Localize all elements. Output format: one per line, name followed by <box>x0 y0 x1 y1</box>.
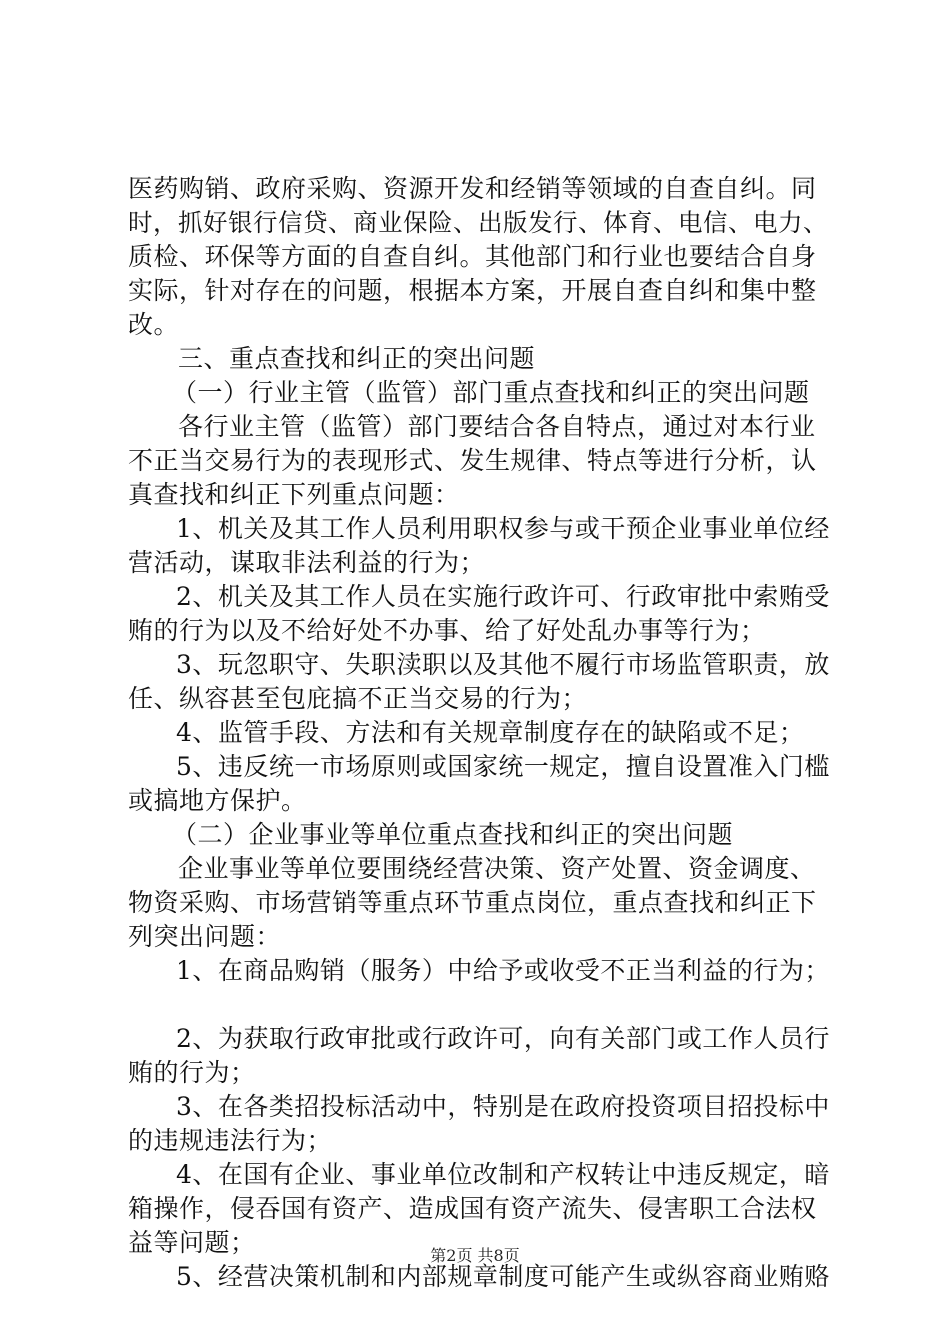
list-item-line: 3、在各类招投标活动中，特别是在政府投资项目招投标中 <box>176 1092 830 1121</box>
text-line: 不正当交易行为的表现形式、发生规律、特点等进行分析，认 <box>128 446 817 475</box>
subsection-heading: （一）行业主管（监管）部门重点查找和纠正的突出问题 <box>172 378 810 407</box>
list-item-line: 4、在国有企业、事业单位改制和产权转让中违反规定，暗 <box>176 1160 830 1189</box>
list-item-line: 2、机关及其工作人员在实施行政许可、行政审批中索贿受 <box>176 582 830 611</box>
text-line: 各行业主管（监管）部门要结合各自特点，通过对本行业 <box>178 412 816 441</box>
text-line: 箱操作，侵吞国有资产、造成国有资产流失、侵害职工合法权 <box>128 1194 817 1223</box>
subsection-heading: （二）企业事业等单位重点查找和纠正的突出问题 <box>172 820 734 849</box>
section-heading: 三、重点查找和纠正的突出问题 <box>178 344 536 373</box>
text-line: 时，抓好银行信贷、商业保险、出版发行、体育、电信、电力、 <box>128 208 828 237</box>
list-item-line: 2、为获取行政审批或行政许可，向有关部门或工作人员行 <box>176 1024 830 1053</box>
text-line: 或搞地方保护。 <box>128 786 307 815</box>
text-line: 列突出问题： <box>128 922 282 951</box>
text-line: 改。 <box>128 310 180 339</box>
text-line: 医药购销、政府采购、资源开发和经销等领域的自查自纠。同 <box>128 174 817 203</box>
text-line: 实际，针对存在的问题，根据本方案，开展自查自纠和集中整 <box>128 276 817 305</box>
text-line: 营活动，谋取非法利益的行为； <box>128 548 486 577</box>
list-item-line: 1、在商品购销（服务）中给予或收受不正当利益的行为； <box>176 956 830 985</box>
text-line: 贿的行为以及不给好处不办事、给了好处乱办事等行为； <box>128 616 766 645</box>
text-line: 贿的行为； <box>128 1058 256 1087</box>
page-footer <box>0 1243 950 1266</box>
list-item-line: 3、玩忽职守、失职渎职以及其他不履行市场监管职责，放 <box>176 650 830 679</box>
text-line: 物资采购、市场营销等重点环节重点岗位，重点查找和纠正下 <box>128 888 817 917</box>
page-number: 第2页 共8页 <box>430 1246 520 1265</box>
list-item-line: 1、机关及其工作人员利用职权参与或干预企业事业单位经 <box>176 514 830 543</box>
text-line: 企业事业等单位要围绕经营决策、资产处置、资金调度、 <box>178 854 816 883</box>
list-item-line: 5、违反统一市场原则或国家统一规定，擅自设置准入门槛 <box>176 752 830 781</box>
text-line: 益等问题； <box>128 1228 256 1257</box>
text-line: 质检、环保等方面的自查自纠。其他部门和行业也要结合自身 <box>128 242 817 271</box>
text-line: 任、纵容甚至包庇搞不正当交易的行为； <box>128 684 588 713</box>
list-item-line: 4、监管手段、方法和有关规章制度存在的缺陷或不足； <box>176 718 805 747</box>
text-line: 的违规违法行为； <box>128 1126 333 1155</box>
list-item-line: 5、经营决策机制和内部规章制度可能产生或纵容商业贿赂 <box>176 1262 830 1291</box>
text-line: 真查找和纠正下列重点问题： <box>128 480 460 509</box>
